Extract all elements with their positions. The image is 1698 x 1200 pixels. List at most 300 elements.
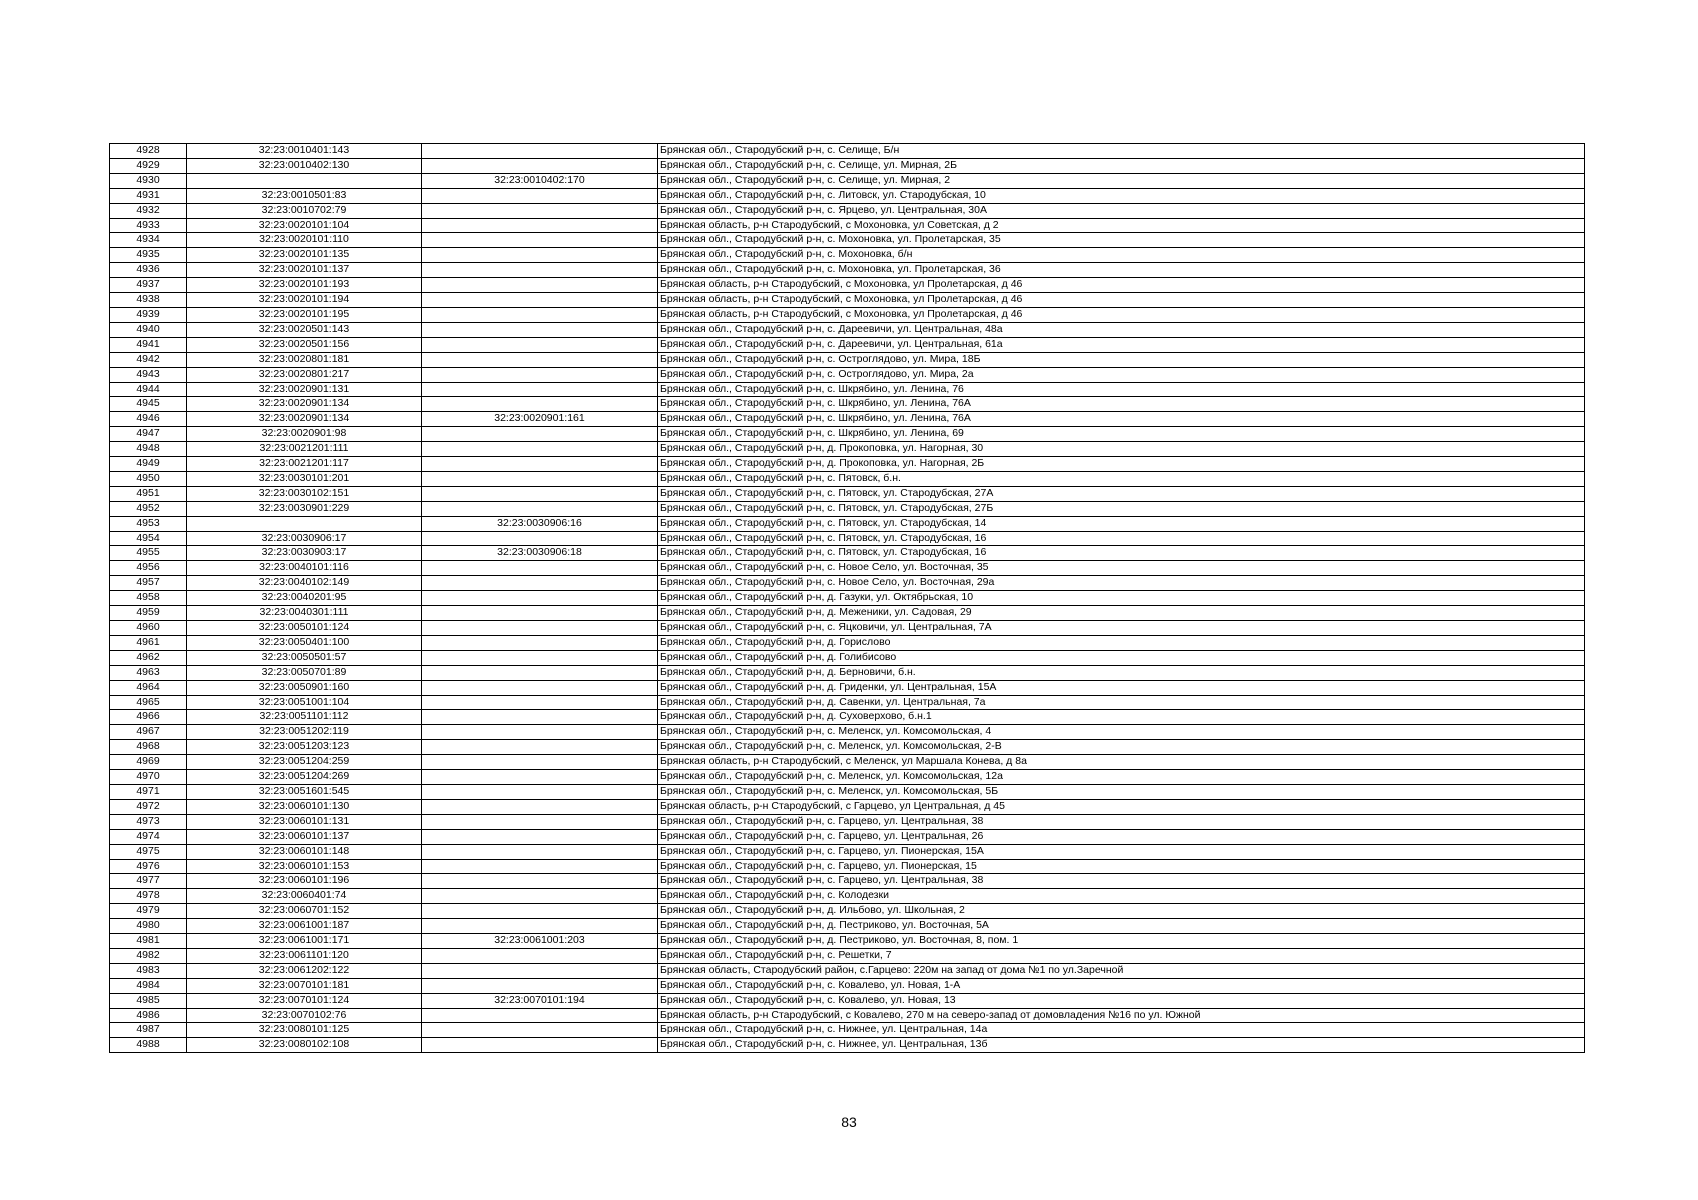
table-row: [110, 337, 1585, 352]
table-row: [110, 278, 1585, 293]
address-cell: Брянская обл., Стародубский р-н, д. Газуки, ул. Октябрьская, 10: [658, 591, 1585, 606]
address-cell: Брянская обл., Стародубский р-н, д. Савенки, ул. Центральная, 7а: [658, 695, 1585, 710]
address-cell: Брянская обл., Стародубский р-н, с. Шкрябино, ул. Ленина, 69: [658, 427, 1585, 442]
cadastral-number-cell: 32:23:0050901:160: [187, 680, 422, 695]
related-cadastral-number-cell: [422, 1023, 658, 1038]
address-cell: Брянская обл., Стародубский р-н, с. Пятовск, ул. Стародубская, 27Б: [658, 501, 1585, 516]
row-number-cell: 4952: [110, 501, 187, 516]
address-cell: Брянская обл., Стародубский р-н, с. Пятовск, ул. Стародубская, 27А: [658, 486, 1585, 501]
row-number-cell: 4935: [110, 248, 187, 263]
table-row: [110, 814, 1585, 829]
related-cadastral-number-cell: [422, 948, 658, 963]
cadastral-number-cell: 32:23:0061202:122: [187, 963, 422, 978]
cadastral-number-cell: 32:23:0051001:104: [187, 695, 422, 710]
related-cadastral-number-cell: [422, 442, 658, 457]
table-row: [110, 218, 1585, 233]
row-number-cell: 4979: [110, 904, 187, 919]
row-number-cell: 4980: [110, 919, 187, 934]
address-cell: Брянская обл., Стародубский р-н, с. Мохоновка, ул. Пролетарская, 36: [658, 263, 1585, 278]
cadastral-number-cell: [187, 516, 422, 531]
address-cell: Брянская обл., Стародубский р-н, с. Решетки, 7: [658, 948, 1585, 963]
row-number-cell: 4950: [110, 471, 187, 486]
cadastral-number-cell: 32:23:0030101:201: [187, 471, 422, 486]
table-row: [110, 606, 1585, 621]
address-cell: Брянская обл., Стародубский р-н, с. Меленск, ул. Комсомольская, 2-В: [658, 740, 1585, 755]
table-row: [110, 576, 1585, 591]
row-number-cell: 4986: [110, 1008, 187, 1023]
table-row: [110, 188, 1585, 203]
cadastral-number-cell: 32:23:0020501:143: [187, 322, 422, 337]
cadastral-number-cell: 32:23:0060101:153: [187, 859, 422, 874]
row-number-cell: 4945: [110, 397, 187, 412]
table-row: [110, 784, 1585, 799]
address-cell: Брянская обл., Стародубский р-н, д. Прокоповка, ул. Нагорная, 30: [658, 442, 1585, 457]
address-cell: Брянская обл., Стародубский р-н, с. Селище, Б/н: [658, 144, 1585, 159]
address-cell: Брянская обл., Стародубский р-н, д. Ильбово, ул. Школьная, 2: [658, 904, 1585, 919]
address-cell: Брянская обл., Стародубский р-н, с. Остроглядово, ул. Мира, 18Б: [658, 352, 1585, 367]
row-number-cell: 4988: [110, 1038, 187, 1053]
related-cadastral-number-cell: [422, 1008, 658, 1023]
related-cadastral-number-cell: [422, 307, 658, 322]
address-cell: Брянская область, р-н Стародубский, с Мохоновка, ул Пролетарская, д 46: [658, 307, 1585, 322]
row-number-cell: 4936: [110, 263, 187, 278]
related-cadastral-number-cell: [422, 710, 658, 725]
related-cadastral-number-cell: [422, 382, 658, 397]
address-cell: Брянская обл., Стародубский р-н, д. Пестриково, ул. Восточная, 8, пом. 1: [658, 934, 1585, 949]
row-number-cell: 4969: [110, 755, 187, 770]
address-cell: Брянская обл., Стародубский р-н, д. Суховерхово, б.н.1: [658, 710, 1585, 725]
table-row: [110, 978, 1585, 993]
row-number-cell: 4968: [110, 740, 187, 755]
related-cadastral-number-cell: [422, 561, 658, 576]
address-cell: Брянская обл., Стародубский р-н, с. Ярцево, ул. Центральная, 30А: [658, 203, 1585, 218]
row-number-cell: 4943: [110, 367, 187, 382]
cadastral-number-cell: 32:23:0020801:217: [187, 367, 422, 382]
row-number-cell: 4961: [110, 635, 187, 650]
related-cadastral-number-cell: [422, 978, 658, 993]
row-number-cell: 4937: [110, 278, 187, 293]
related-cadastral-number-cell: [422, 680, 658, 695]
table-row: [110, 799, 1585, 814]
related-cadastral-number-cell: 32:23:0070101:194: [422, 993, 658, 1008]
row-number-cell: 4963: [110, 665, 187, 680]
row-number-cell: 4976: [110, 859, 187, 874]
cadastral-number-cell: 32:23:0060101:131: [187, 814, 422, 829]
related-cadastral-number-cell: [422, 352, 658, 367]
table-row: [110, 486, 1585, 501]
row-number-cell: 4948: [110, 442, 187, 457]
table-row: [110, 755, 1585, 770]
row-number-cell: 4938: [110, 293, 187, 308]
cadastral-number-cell: 32:23:0061001:187: [187, 919, 422, 934]
row-number-cell: 4942: [110, 352, 187, 367]
row-number-cell: 4984: [110, 978, 187, 993]
address-cell: Брянская обл., Стародубский р-н, д. Горислово: [658, 635, 1585, 650]
cadastral-number-cell: 32:23:0051204:269: [187, 770, 422, 785]
row-number-cell: 4944: [110, 382, 187, 397]
related-cadastral-number-cell: [422, 293, 658, 308]
address-cell: Брянская обл., Стародубский р-н, д. Прокоповка, ул. Нагорная, 2Б: [658, 457, 1585, 472]
related-cadastral-number-cell: [422, 799, 658, 814]
row-number-cell: 4975: [110, 844, 187, 859]
address-cell: Брянская обл., Стародубский р-н, с. Гарцево, ул. Пионерская, 15А: [658, 844, 1585, 859]
cadastral-number-cell: 32:23:0020801:181: [187, 352, 422, 367]
table-row: [110, 591, 1585, 606]
row-number-cell: 4929: [110, 158, 187, 173]
cadastral-number-cell: 32:23:0060101:196: [187, 874, 422, 889]
cadastral-number-cell: 32:23:0061101:120: [187, 948, 422, 963]
related-cadastral-number-cell: 32:23:0010402:170: [422, 173, 658, 188]
address-cell: Брянская область, р-н Стародубский, с Меленск, ул Маршала Конева, д 8а: [658, 755, 1585, 770]
related-cadastral-number-cell: [422, 501, 658, 516]
related-cadastral-number-cell: [422, 695, 658, 710]
cadastral-number-cell: 32:23:0070101:181: [187, 978, 422, 993]
row-number-cell: 4981: [110, 934, 187, 949]
related-cadastral-number-cell: [422, 859, 658, 874]
address-cell: Брянская обл., Стародубский р-н, с. Остроглядово, ул. Мира, 2а: [658, 367, 1585, 382]
cadastral-number-cell: 32:23:0030901:229: [187, 501, 422, 516]
address-cell: Брянская обл., Стародубский р-н, с. Шкрябино, ул. Ленина, 76А: [658, 412, 1585, 427]
table-row: [110, 307, 1585, 322]
cadastral-number-cell: 32:23:0050701:89: [187, 665, 422, 680]
related-cadastral-number-cell: [422, 963, 658, 978]
related-cadastral-number-cell: [422, 397, 658, 412]
row-number-cell: 4956: [110, 561, 187, 576]
cadastral-number-cell: 32:23:0040102:149: [187, 576, 422, 591]
cadastral-number-cell: 32:23:0040301:111: [187, 606, 422, 621]
related-cadastral-number-cell: [422, 770, 658, 785]
address-cell: Брянская область, р-н Стародубский, с Гарцево, ул Центральная, д 45: [658, 799, 1585, 814]
related-cadastral-number-cell: [422, 650, 658, 665]
table-row: [110, 248, 1585, 263]
row-number-cell: 4974: [110, 829, 187, 844]
address-cell: Брянская обл., Стародубский р-н, с. Дареевичи, ул. Центральная, 61а: [658, 337, 1585, 352]
address-cell: Брянская область, р-н Стародубский, с Мохоновка, ул Пролетарская, д 46: [658, 293, 1585, 308]
cadastral-number-cell: 32:23:0020101:194: [187, 293, 422, 308]
cadastral-number-cell: 32:23:0020101:110: [187, 233, 422, 248]
address-cell: Брянская обл., Стародубский р-н, с. Пятовск, б.н.: [658, 471, 1585, 486]
table-row: [110, 725, 1585, 740]
related-cadastral-number-cell: [422, 322, 658, 337]
table-row: [110, 382, 1585, 397]
related-cadastral-number-cell: [422, 457, 658, 472]
row-number-cell: 4982: [110, 948, 187, 963]
table-row: [110, 1023, 1585, 1038]
address-cell: Брянская обл., Стародубский р-н, с. Нижнее, ул. Центральная, 14а: [658, 1023, 1585, 1038]
table-row: [110, 457, 1585, 472]
related-cadastral-number-cell: [422, 248, 658, 263]
related-cadastral-number-cell: [422, 591, 658, 606]
address-cell: Брянская область, р-н Стародубский, с Ковалево, 270 м на северо-запад от домовладения №16 по ул. Южной: [658, 1008, 1585, 1023]
row-number-cell: 4957: [110, 576, 187, 591]
cadastral-number-cell: 32:23:0060101:148: [187, 844, 422, 859]
cadastral-number-cell: 32:23:0051204:259: [187, 755, 422, 770]
cadastral-number-cell: 32:23:0060101:137: [187, 829, 422, 844]
address-cell: Брянская обл., Стародубский р-н, с. Литовск, ул. Стародубская, 10: [658, 188, 1585, 203]
cadastral-number-cell: 32:23:0060701:152: [187, 904, 422, 919]
cadastral-number-cell: 32:23:0020101:195: [187, 307, 422, 322]
address-cell: Брянская обл., Стародубский р-н, с. Колодезки: [658, 889, 1585, 904]
cadastral-number-cell: 32:23:0050101:124: [187, 621, 422, 636]
address-cell: Брянская обл., Стародубский р-н, с. Селище, ул. Мирная, 2Б: [658, 158, 1585, 173]
table-row: [110, 293, 1585, 308]
cadastral-number-cell: 32:23:0051601:545: [187, 784, 422, 799]
table-row: [110, 427, 1585, 442]
cadastral-number-cell: 32:23:0051202:119: [187, 725, 422, 740]
related-cadastral-number-cell: 32:23:0030906:16: [422, 516, 658, 531]
cadastral-number-cell: 32:23:0020101:135: [187, 248, 422, 263]
address-cell: Брянская обл., Стародубский р-н, с. Меленск, ул. Комсомольская, 5Б: [658, 784, 1585, 799]
table-row: [110, 233, 1585, 248]
related-cadastral-number-cell: [422, 606, 658, 621]
row-number-cell: 4965: [110, 695, 187, 710]
table-row: [110, 442, 1585, 457]
address-cell: Брянская область, р-н Стародубский, с Мохоновка, ул Советская, д 2: [658, 218, 1585, 233]
related-cadastral-number-cell: [422, 784, 658, 799]
table-row: [110, 263, 1585, 278]
row-number-cell: 4959: [110, 606, 187, 621]
row-number-cell: 4940: [110, 322, 187, 337]
address-cell: Брянская обл., Стародубский р-н, д. Берновичи, б.н.: [658, 665, 1585, 680]
address-cell: Брянская обл., Стародубский р-н, с. Мохоновка, б/н: [658, 248, 1585, 263]
cadastral-number-cell: 32:23:0010401:143: [187, 144, 422, 159]
related-cadastral-number-cell: [422, 725, 658, 740]
row-number-cell: 4928: [110, 144, 187, 159]
related-cadastral-number-cell: 32:23:0020901:161: [422, 412, 658, 427]
row-number-cell: 4947: [110, 427, 187, 442]
table-row: [110, 144, 1585, 159]
table-row: [110, 695, 1585, 710]
cadastral-number-cell: 32:23:0050501:57: [187, 650, 422, 665]
cadastral-number-cell: 32:23:0080102:108: [187, 1038, 422, 1053]
row-number-cell: 4977: [110, 874, 187, 889]
table-row: [110, 531, 1585, 546]
address-cell: Брянская обл., Стародубский р-н, д. Голибисово: [658, 650, 1585, 665]
address-cell: Брянская обл., Стародубский р-н, с. Мохоновка, ул. Пролетарская, 35: [658, 233, 1585, 248]
address-cell: Брянская обл., Стародубский р-н, с. Шкрябино, ул. Ленина, 76А: [658, 397, 1585, 412]
table-row: [110, 650, 1585, 665]
table-row: [110, 397, 1585, 412]
cadastral-number-cell: 32:23:0070102:76: [187, 1008, 422, 1023]
related-cadastral-number-cell: [422, 233, 658, 248]
table-row: [110, 471, 1585, 486]
related-cadastral-number-cell: [422, 218, 658, 233]
row-number-cell: 4955: [110, 546, 187, 561]
cadastral-number-cell: 32:23:0020501:156: [187, 337, 422, 352]
cadastral-number-cell: 32:23:0030102:151: [187, 486, 422, 501]
table-row: [110, 844, 1585, 859]
row-number-cell: 4933: [110, 218, 187, 233]
row-number-cell: 4983: [110, 963, 187, 978]
table-row: [110, 158, 1585, 173]
cadastral-number-cell: 32:23:0020901:131: [187, 382, 422, 397]
row-number-cell: 4931: [110, 188, 187, 203]
table-row: [110, 919, 1585, 934]
cadastral-number-cell: 32:23:0021201:117: [187, 457, 422, 472]
address-cell: Брянская обл., Стародубский р-н, с. Меленск, ул. Комсомольская, 4: [658, 725, 1585, 740]
address-cell: Брянская обл., Стародубский р-н, с. Новое Село, ул. Восточная, 35: [658, 561, 1585, 576]
row-number-cell: 4939: [110, 307, 187, 322]
cadastral-number-cell: 32:23:0040201:95: [187, 591, 422, 606]
related-cadastral-number-cell: [422, 144, 658, 159]
cadastral-number-cell: 32:23:0040101:116: [187, 561, 422, 576]
related-cadastral-number-cell: [422, 263, 658, 278]
address-cell: Брянская обл., Стародубский р-н, с. Меленск, ул. Комсомольская, 12а: [658, 770, 1585, 785]
related-cadastral-number-cell: 32:23:0030906:18: [422, 546, 658, 561]
cadastral-number-cell: 32:23:0010501:83: [187, 188, 422, 203]
table-row: [110, 173, 1585, 188]
related-cadastral-number-cell: [422, 755, 658, 770]
table-row: [110, 412, 1585, 427]
table-row: [110, 352, 1585, 367]
row-number-cell: 4985: [110, 993, 187, 1008]
table-row: [110, 829, 1585, 844]
address-cell: Брянская обл., Стародубский р-н, с. Гарцево, ул. Пионерская, 15: [658, 859, 1585, 874]
row-number-cell: 4930: [110, 173, 187, 188]
table-row: [110, 770, 1585, 785]
related-cadastral-number-cell: [422, 1038, 658, 1053]
table-row: [110, 948, 1585, 963]
cadastral-number-cell: 32:23:0020901:98: [187, 427, 422, 442]
address-cell: Брянская обл., Стародубский р-н, с. Шкрябино, ул. Ленина, 76: [658, 382, 1585, 397]
cadastral-number-cell: 32:23:0061001:171: [187, 934, 422, 949]
cadastral-number-cell: 32:23:0021201:111: [187, 442, 422, 457]
table-row: [110, 874, 1585, 889]
table-row: [110, 993, 1585, 1008]
table-row: [110, 904, 1585, 919]
related-cadastral-number-cell: [422, 665, 658, 680]
address-cell: Брянская обл., Стародубский р-н, с. Селище, ул. Мирная, 2: [658, 173, 1585, 188]
registry-table: [109, 143, 1585, 1053]
table-row: [110, 665, 1585, 680]
cadastral-number-cell: 32:23:0060101:130: [187, 799, 422, 814]
cadastral-number-cell: 32:23:0010702:79: [187, 203, 422, 218]
address-cell: Брянская обл., Стародубский р-н, с. Ковалево, ул. Новая, 1-А: [658, 978, 1585, 993]
cadastral-number-cell: 32:23:0020101:137: [187, 263, 422, 278]
address-cell: Брянская обл., Стародубский р-н, с. Пятовск, ул. Стародубская, 14: [658, 516, 1585, 531]
row-number-cell: 4953: [110, 516, 187, 531]
address-cell: Брянская обл., Стародубский р-н, с. Новое Село, ул. Восточная, 29а: [658, 576, 1585, 591]
address-cell: Брянская область, р-н Стародубский, с Мохоновка, ул Пролетарская, д 46: [658, 278, 1585, 293]
row-number-cell: 4962: [110, 650, 187, 665]
related-cadastral-number-cell: [422, 904, 658, 919]
related-cadastral-number-cell: [422, 635, 658, 650]
related-cadastral-number-cell: [422, 531, 658, 546]
related-cadastral-number-cell: [422, 740, 658, 755]
address-cell: Брянская обл., Стародубский р-н, с. Нижнее, ул. Центральная, 13б: [658, 1038, 1585, 1053]
related-cadastral-number-cell: [422, 874, 658, 889]
address-cell: Брянская обл., Стародубский р-н, с. Пятовск, ул. Стародубская, 16: [658, 546, 1585, 561]
table-row: [110, 710, 1585, 725]
table-row: [110, 561, 1585, 576]
table-row: [110, 859, 1585, 874]
table-row: [110, 516, 1585, 531]
address-cell: Брянская обл., Стародубский р-н, с. Гарцево, ул. Центральная, 38: [658, 814, 1585, 829]
related-cadastral-number-cell: [422, 919, 658, 934]
related-cadastral-number-cell: [422, 203, 658, 218]
table-row: [110, 1008, 1585, 1023]
row-number-cell: 4966: [110, 710, 187, 725]
table-row: [110, 203, 1585, 218]
table-row: [110, 621, 1585, 636]
related-cadastral-number-cell: [422, 367, 658, 382]
table-row: [110, 546, 1585, 561]
row-number-cell: 4970: [110, 770, 187, 785]
row-number-cell: 4949: [110, 457, 187, 472]
row-number-cell: 4932: [110, 203, 187, 218]
table-row: [110, 740, 1585, 755]
related-cadastral-number-cell: [422, 471, 658, 486]
related-cadastral-number-cell: [422, 188, 658, 203]
related-cadastral-number-cell: [422, 158, 658, 173]
row-number-cell: 4954: [110, 531, 187, 546]
table-row: [110, 322, 1585, 337]
table-row: [110, 934, 1585, 949]
related-cadastral-number-cell: [422, 427, 658, 442]
related-cadastral-number-cell: [422, 621, 658, 636]
cadastral-number-cell: 32:23:0060401:74: [187, 889, 422, 904]
related-cadastral-number-cell: [422, 278, 658, 293]
table-row: [110, 501, 1585, 516]
row-number-cell: 4987: [110, 1023, 187, 1038]
related-cadastral-number-cell: [422, 814, 658, 829]
table-row: [110, 367, 1585, 382]
row-number-cell: 4951: [110, 486, 187, 501]
cadastral-number-cell: 32:23:0030903:17: [187, 546, 422, 561]
row-number-cell: 4973: [110, 814, 187, 829]
related-cadastral-number-cell: [422, 337, 658, 352]
address-cell: Брянская обл., Стародубский р-н, д. Пестриково, ул. Восточная, 5А: [658, 919, 1585, 934]
row-number-cell: 4958: [110, 591, 187, 606]
cadastral-number-cell: 32:23:0050401:100: [187, 635, 422, 650]
address-cell: Брянская обл., Стародубский р-н, с. Пятовск, ул. Стародубская, 16: [658, 531, 1585, 546]
table-row: [110, 680, 1585, 695]
cadastral-number-cell: 32:23:0020101:104: [187, 218, 422, 233]
page-number: 83: [841, 1114, 857, 1130]
cadastral-number-cell: 32:23:0051203:123: [187, 740, 422, 755]
row-number-cell: 4941: [110, 337, 187, 352]
table-row: [110, 889, 1585, 904]
address-cell: Брянская обл., Стародубский р-н, с. Гарцево, ул. Центральная, 38: [658, 874, 1585, 889]
cadastral-number-cell: [187, 173, 422, 188]
row-number-cell: 4971: [110, 784, 187, 799]
address-cell: Брянская обл., Стародубский р-н, с. Дареевичи, ул. Центральная, 48а: [658, 322, 1585, 337]
cadastral-number-cell: 32:23:0051101:112: [187, 710, 422, 725]
address-cell: Брянская обл., Стародубский р-н, с. Гарцево, ул. Центральная, 26: [658, 829, 1585, 844]
related-cadastral-number-cell: [422, 889, 658, 904]
related-cadastral-number-cell: [422, 486, 658, 501]
row-number-cell: 4978: [110, 889, 187, 904]
row-number-cell: 4972: [110, 799, 187, 814]
related-cadastral-number-cell: [422, 829, 658, 844]
related-cadastral-number-cell: 32:23:0061001:203: [422, 934, 658, 949]
table-row: [110, 635, 1585, 650]
row-number-cell: 4964: [110, 680, 187, 695]
row-number-cell: 4934: [110, 233, 187, 248]
cadastral-number-cell: 32:23:0080101:125: [187, 1023, 422, 1038]
row-number-cell: 4967: [110, 725, 187, 740]
address-cell: Брянская обл., Стародубский р-н, д. Гриденки, ул. Центральная, 15А: [658, 680, 1585, 695]
row-number-cell: 4946: [110, 412, 187, 427]
cadastral-number-cell: 32:23:0020101:193: [187, 278, 422, 293]
related-cadastral-number-cell: [422, 576, 658, 591]
related-cadastral-number-cell: [422, 844, 658, 859]
address-cell: Брянская обл., Стародубский р-н, с. Ковалево, ул. Новая, 13: [658, 993, 1585, 1008]
cadastral-number-cell: 32:23:0030906:17: [187, 531, 422, 546]
table-row: [110, 963, 1585, 978]
address-cell: Брянская область, Стародубский район, с.Гарцево: 220м на запад от дома №1 по ул.Заречной: [658, 963, 1585, 978]
registry-table-body: [110, 144, 1585, 1053]
